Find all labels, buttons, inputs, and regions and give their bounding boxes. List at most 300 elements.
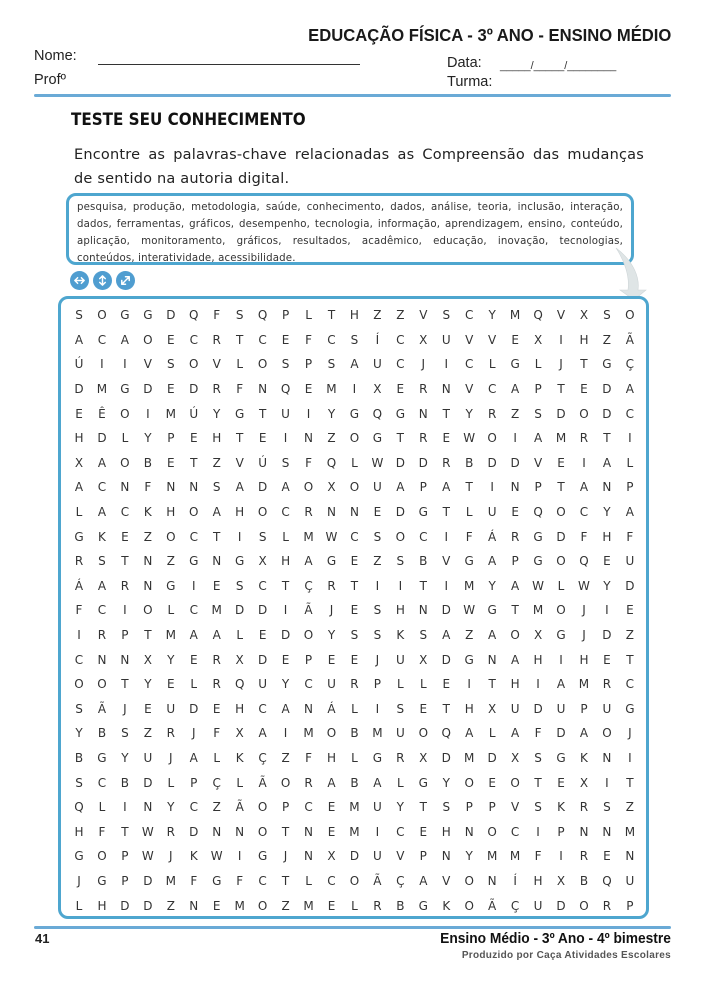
grid-cell[interactable]: L xyxy=(236,775,244,790)
grid-cell[interactable]: L xyxy=(351,455,358,470)
grid-cell[interactable]: P xyxy=(190,775,198,790)
grid-cell[interactable]: Ê xyxy=(98,406,106,421)
grid-cell[interactable]: A xyxy=(281,480,290,495)
grid-cell[interactable]: G xyxy=(533,529,543,544)
grid-cell[interactable]: L xyxy=(397,677,404,692)
grid-cell[interactable]: E xyxy=(327,652,336,667)
grid-cell[interactable]: G xyxy=(487,603,497,618)
grid-cell[interactable]: J xyxy=(77,873,81,888)
grid-cell[interactable]: D xyxy=(97,431,107,446)
grid-cell[interactable]: D xyxy=(258,652,268,667)
grid-cell[interactable]: Á xyxy=(488,529,497,544)
grid-cell[interactable]: O xyxy=(510,628,520,643)
grid-cell[interactable]: X xyxy=(419,332,428,347)
grid-cell[interactable]: D xyxy=(280,628,291,643)
grid-cell[interactable]: A xyxy=(304,554,313,569)
grid-cell[interactable]: E xyxy=(557,455,565,470)
grid-cell[interactable]: Y xyxy=(121,750,129,765)
grid-cell[interactable]: S xyxy=(534,406,542,421)
grid-cell[interactable]: A xyxy=(74,332,84,347)
grid-cell[interactable]: D xyxy=(602,382,612,397)
grid-cell[interactable]: A xyxy=(258,726,267,741)
grid-cell[interactable]: O xyxy=(510,775,520,790)
grid-cell[interactable]: A xyxy=(327,775,336,790)
grid-cell[interactable]: R xyxy=(74,554,84,569)
grid-cell[interactable]: R xyxy=(120,578,130,593)
grid-cell[interactable]: C xyxy=(579,505,589,520)
grid-cell[interactable]: E xyxy=(189,431,198,446)
grid-cell[interactable]: P xyxy=(281,800,290,815)
grid-cell[interactable]: M xyxy=(303,726,314,741)
grid-cell[interactable]: Q xyxy=(533,308,543,323)
grid-cell[interactable]: Y xyxy=(488,308,496,323)
grid-cell[interactable]: W xyxy=(578,578,590,593)
grid-cell[interactable]: B xyxy=(97,726,107,741)
grid-cell[interactable]: U xyxy=(327,677,336,692)
grid-cell[interactable]: S xyxy=(603,800,611,815)
grid-cell[interactable]: P xyxy=(534,480,542,495)
grid-cell[interactable]: D xyxy=(418,455,428,470)
grid-cell[interactable]: O xyxy=(464,898,474,913)
grid-cell[interactable]: S xyxy=(98,554,106,569)
grid-cell[interactable]: P xyxy=(121,873,129,888)
grid-cell[interactable]: D xyxy=(395,455,405,470)
grid-cell[interactable]: Ç xyxy=(396,873,405,888)
grid-cell[interactable]: I xyxy=(536,677,540,692)
grid-cell[interactable]: I xyxy=(444,529,449,544)
grid-cell[interactable]: C xyxy=(189,332,198,347)
grid-cell[interactable]: S xyxy=(442,308,451,323)
grid-cell[interactable]: B xyxy=(143,455,152,470)
grid-cell[interactable]: O xyxy=(418,726,429,741)
grid-cell[interactable]: M xyxy=(234,898,245,913)
grid-cell[interactable]: Z xyxy=(143,726,152,741)
grid-cell[interactable]: H xyxy=(74,431,84,446)
grid-cell[interactable]: N xyxy=(304,824,314,839)
grid-cell[interactable]: Ã xyxy=(488,898,497,913)
grid-cell[interactable]: D xyxy=(143,898,153,913)
grid-cell[interactable]: A xyxy=(511,652,520,667)
grid-cell[interactable]: A xyxy=(579,726,589,741)
grid-cell[interactable]: R xyxy=(212,677,221,692)
grid-cell[interactable]: M xyxy=(532,603,544,618)
grid-cell[interactable]: G xyxy=(372,750,383,765)
grid-cell[interactable]: S xyxy=(396,701,405,716)
grid-cell[interactable]: V xyxy=(442,873,451,888)
grid-cell[interactable]: L xyxy=(351,898,358,913)
grid-cell[interactable]: D xyxy=(120,898,130,913)
grid-cell[interactable]: N xyxy=(602,824,612,839)
grid-cell[interactable]: Q xyxy=(372,406,383,421)
grid-cell[interactable]: Ú xyxy=(258,455,268,470)
grid-cell[interactable]: C xyxy=(97,480,107,495)
grid-cell[interactable]: D xyxy=(235,603,245,618)
grid-cell[interactable]: T xyxy=(557,382,565,397)
grid-cell[interactable]: C xyxy=(258,578,267,593)
grid-cell[interactable]: A xyxy=(373,775,382,790)
grid-cell[interactable]: Y xyxy=(488,578,496,593)
grid-cell[interactable]: C xyxy=(97,775,107,790)
grid-cell[interactable]: X xyxy=(235,726,244,741)
grid-cell[interactable]: Ã xyxy=(373,873,382,888)
grid-cell[interactable]: T xyxy=(121,824,129,839)
grid-cell[interactable]: D xyxy=(556,406,566,421)
grid-cell[interactable]: T xyxy=(419,800,427,815)
grid-cell[interactable]: A xyxy=(74,480,84,495)
grid-cell[interactable]: L xyxy=(190,677,198,692)
grid-cell[interactable]: U xyxy=(533,898,543,913)
grid-cell[interactable]: O xyxy=(97,677,107,692)
grid-cell[interactable]: P xyxy=(121,628,129,643)
grid-cell[interactable]: T xyxy=(626,652,634,667)
grid-cell[interactable]: T xyxy=(580,357,588,372)
grid-cell[interactable]: A xyxy=(419,873,428,888)
grid-cell[interactable]: J xyxy=(628,726,632,741)
grid-cell[interactable]: L xyxy=(213,750,221,765)
grid-cell[interactable]: S xyxy=(235,578,244,593)
grid-cell[interactable]: A xyxy=(465,726,474,741)
grid-cell[interactable]: I xyxy=(191,578,196,593)
grid-cell[interactable]: I xyxy=(283,603,288,618)
grid-cell[interactable]: D xyxy=(143,382,153,397)
grid-cell[interactable]: C xyxy=(487,382,497,397)
grid-cell[interactable]: P xyxy=(534,382,542,397)
grid-cell[interactable]: I xyxy=(146,406,150,421)
grid-cell[interactable]: N xyxy=(487,873,497,888)
grid-cell[interactable]: L xyxy=(488,726,496,741)
grid-cell[interactable]: I xyxy=(398,578,403,593)
grid-cell[interactable]: K xyxy=(442,898,451,913)
grid-cell[interactable]: A xyxy=(189,750,198,765)
grid-cell[interactable]: Á xyxy=(74,578,84,593)
grid-cell[interactable]: P xyxy=(557,824,565,839)
grid-cell[interactable]: F xyxy=(580,529,588,544)
grid-cell[interactable]: G xyxy=(257,849,268,864)
grid-cell[interactable]: Q xyxy=(579,554,589,569)
grid-cell[interactable]: S xyxy=(281,357,290,372)
grid-cell[interactable]: S xyxy=(327,357,336,372)
grid-cell[interactable]: I xyxy=(77,628,81,643)
grid-cell[interactable]: I xyxy=(513,431,517,446)
grid-cell[interactable]: W xyxy=(463,603,476,618)
grid-cell[interactable]: E xyxy=(442,677,451,692)
grid-cell[interactable]: O xyxy=(120,406,130,421)
grid-cell[interactable]: E xyxy=(189,652,198,667)
grid-cell[interactable]: O xyxy=(556,505,566,520)
grid-cell[interactable]: X xyxy=(143,652,152,667)
grid-cell[interactable]: I xyxy=(605,775,609,790)
grid-cell[interactable]: R xyxy=(579,800,589,815)
grid-cell[interactable]: R xyxy=(510,529,520,544)
grid-cell[interactable]: E xyxy=(626,603,634,618)
grid-cell[interactable]: E xyxy=(580,382,588,397)
grid-cell[interactable]: I xyxy=(123,800,127,815)
grid-cell[interactable]: M xyxy=(165,873,176,888)
grid-cell[interactable]: C xyxy=(258,873,267,888)
grid-cell[interactable]: G xyxy=(625,701,635,716)
grid-cell[interactable]: G xyxy=(97,750,107,765)
grid-cell[interactable]: J xyxy=(329,603,334,618)
grid-cell[interactable]: Í xyxy=(375,332,380,347)
grid-cell[interactable]: J xyxy=(421,357,426,372)
grid-cell[interactable]: J xyxy=(123,701,127,716)
grid-cell[interactable]: V xyxy=(533,455,543,470)
grid-cell[interactable]: Ú xyxy=(74,357,84,372)
grid-cell[interactable]: S xyxy=(603,308,611,323)
grid-cell[interactable]: M xyxy=(372,726,383,741)
grid-cell[interactable]: Y xyxy=(327,406,336,421)
grid-cell[interactable]: H xyxy=(349,308,359,323)
grid-cell[interactable]: T xyxy=(350,578,359,593)
grid-cell[interactable]: X xyxy=(74,455,84,470)
grid-cell[interactable]: I xyxy=(628,750,632,765)
grid-cell[interactable]: C xyxy=(189,603,198,618)
grid-cell[interactable]: H xyxy=(281,554,291,569)
grid-cell[interactable]: G xyxy=(120,382,130,397)
grid-cell[interactable]: L xyxy=(351,750,358,765)
grid-cell[interactable]: Z xyxy=(327,431,336,446)
grid-cell[interactable]: D xyxy=(441,603,451,618)
grid-cell[interactable]: L xyxy=(75,505,83,520)
grid-cell[interactable]: P xyxy=(167,431,175,446)
grid-cell[interactable]: D xyxy=(625,578,635,593)
grid-cell[interactable]: G xyxy=(189,554,199,569)
grid-cell[interactable]: I xyxy=(559,849,563,864)
grid-cell[interactable]: C xyxy=(625,406,635,421)
grid-cell[interactable]: C xyxy=(419,529,428,544)
grid-cell[interactable]: E xyxy=(603,849,611,864)
grid-cell[interactable]: J xyxy=(191,726,196,741)
grid-cell[interactable]: O xyxy=(97,308,107,323)
grid-cell[interactable]: G xyxy=(418,505,428,520)
grid-cell[interactable]: O xyxy=(120,455,130,470)
date-field[interactable]: _____/_____/________ xyxy=(500,60,617,72)
grid-cell[interactable]: Y xyxy=(167,652,175,667)
grid-cell[interactable]: I xyxy=(375,578,380,593)
grid-cell[interactable]: Y xyxy=(167,800,175,815)
grid-cell[interactable]: M xyxy=(509,849,521,864)
grid-cell[interactable]: B xyxy=(350,726,359,741)
grid-cell[interactable]: A xyxy=(511,578,520,593)
grid-cell[interactable]: A xyxy=(189,628,198,643)
grid-cell[interactable]: F xyxy=(305,750,312,765)
grid-cell[interactable]: S xyxy=(167,357,175,372)
grid-cell[interactable]: X xyxy=(488,701,497,716)
grid-cell[interactable]: P xyxy=(511,554,519,569)
grid-cell[interactable]: E xyxy=(121,529,129,544)
grid-cell[interactable]: R xyxy=(350,677,359,692)
grid-cell[interactable]: E xyxy=(212,701,221,716)
grid-cell[interactable]: O xyxy=(556,554,566,569)
grid-cell[interactable]: J xyxy=(169,849,173,864)
grid-cell[interactable]: Y xyxy=(396,800,405,815)
grid-cell[interactable]: T xyxy=(511,603,519,618)
grid-cell[interactable]: O xyxy=(625,308,635,323)
grid-cell[interactable]: I xyxy=(536,824,540,839)
grid-cell[interactable]: Q xyxy=(257,308,268,323)
grid-cell[interactable]: V xyxy=(212,357,221,372)
grid-cell[interactable]: V xyxy=(511,800,520,815)
grid-cell[interactable]: N xyxy=(510,480,520,495)
grid-cell[interactable]: E xyxy=(281,332,290,347)
grid-cell[interactable]: F xyxy=(98,824,106,839)
grid-cell[interactable]: D xyxy=(602,628,612,643)
grid-cell[interactable]: Z xyxy=(212,800,221,815)
grid-cell[interactable]: I xyxy=(123,603,127,618)
grid-cell[interactable]: T xyxy=(396,431,405,446)
grid-cell[interactable]: P xyxy=(580,701,588,716)
grid-cell[interactable]: E xyxy=(350,554,359,569)
grid-cell[interactable]: D xyxy=(349,849,360,864)
grid-cell[interactable]: G xyxy=(395,406,405,421)
grid-cell[interactable]: L xyxy=(305,308,312,323)
grid-cell[interactable]: Ã xyxy=(235,800,244,815)
grid-cell[interactable]: G xyxy=(510,357,520,372)
grid-cell[interactable]: N xyxy=(625,849,635,864)
grid-cell[interactable]: K xyxy=(557,800,565,815)
grid-cell[interactable]: F xyxy=(213,308,221,323)
grid-cell[interactable]: O xyxy=(257,824,268,839)
grid-cell[interactable]: C xyxy=(258,701,267,716)
grid-cell[interactable]: H xyxy=(235,701,245,716)
grid-cell[interactable]: K xyxy=(396,628,405,643)
grid-cell[interactable]: P xyxy=(304,652,313,667)
grid-cell[interactable]: O xyxy=(74,677,84,692)
grid-cell[interactable]: N xyxy=(418,603,428,618)
grid-cell[interactable]: F xyxy=(626,529,634,544)
grid-cell[interactable]: F xyxy=(236,873,244,888)
grid-cell[interactable]: I xyxy=(283,431,288,446)
grid-cell[interactable]: C xyxy=(120,505,130,520)
grid-cell[interactable]: Q xyxy=(74,800,84,815)
grid-cell[interactable]: I xyxy=(444,578,449,593)
grid-cell[interactable]: L xyxy=(98,800,106,815)
grid-cell[interactable]: X xyxy=(510,750,520,765)
grid-cell[interactable]: D xyxy=(441,652,451,667)
grid-cell[interactable]: I xyxy=(559,332,563,347)
grid-cell[interactable]: K xyxy=(580,750,588,765)
grid-cell[interactable]: A xyxy=(488,554,497,569)
grid-cell[interactable]: Ã xyxy=(97,701,107,716)
grid-cell[interactable]: Z xyxy=(373,308,382,323)
grid-cell[interactable]: Q xyxy=(326,455,337,470)
grid-cell[interactable]: W xyxy=(371,455,384,470)
grid-cell[interactable]: J xyxy=(582,603,586,618)
grid-cell[interactable]: S xyxy=(75,775,83,790)
grid-cell[interactable]: O xyxy=(166,529,176,544)
grid-cell[interactable]: N xyxy=(166,480,176,495)
grid-cell[interactable]: H xyxy=(602,529,612,544)
grid-cell[interactable]: M xyxy=(509,308,521,323)
grid-cell[interactable]: A xyxy=(97,578,107,593)
grid-cell[interactable]: X xyxy=(258,554,267,569)
grid-cell[interactable]: C xyxy=(625,677,635,692)
grid-cell[interactable]: N xyxy=(304,701,314,716)
grid-cell[interactable]: P xyxy=(281,308,290,323)
grid-cell[interactable]: N xyxy=(189,480,199,495)
grid-cell[interactable]: C xyxy=(281,505,290,520)
grid-cell[interactable]: X xyxy=(579,308,589,323)
grid-cell[interactable]: S xyxy=(373,529,382,544)
grid-cell[interactable]: Y xyxy=(442,775,450,790)
grid-cell[interactable]: S xyxy=(373,603,382,618)
grid-cell[interactable]: D xyxy=(189,382,199,397)
grid-cell[interactable]: V xyxy=(442,554,451,569)
grid-cell[interactable]: E xyxy=(419,824,428,839)
grid-cell[interactable]: S xyxy=(419,628,428,643)
grid-cell[interactable]: S xyxy=(534,750,542,765)
grid-cell[interactable]: D xyxy=(143,775,153,790)
grid-cell[interactable]: D xyxy=(533,701,543,716)
grid-cell[interactable]: T xyxy=(488,677,496,692)
grid-cell[interactable]: G xyxy=(326,554,337,569)
grid-cell[interactable]: P xyxy=(419,849,427,864)
grid-cell[interactable]: M xyxy=(326,382,337,397)
grid-cell[interactable]: A xyxy=(602,455,612,470)
grid-cell[interactable]: A xyxy=(97,505,107,520)
grid-cell[interactable]: T xyxy=(190,455,198,470)
grid-cell[interactable]: R xyxy=(166,824,175,839)
grid-cell[interactable]: I xyxy=(467,677,471,692)
grid-cell[interactable]: E xyxy=(281,652,290,667)
grid-cell[interactable]: T xyxy=(236,332,244,347)
grid-cell[interactable]: X xyxy=(373,382,382,397)
grid-cell[interactable]: N xyxy=(143,800,153,815)
grid-cell[interactable]: X xyxy=(556,873,566,888)
grid-cell[interactable]: T xyxy=(121,554,129,569)
grid-cell[interactable]: N xyxy=(212,824,222,839)
grid-cell[interactable]: Z xyxy=(625,628,634,643)
grid-cell[interactable]: N xyxy=(235,824,245,839)
grid-cell[interactable]: U xyxy=(395,726,405,741)
grid-cell[interactable]: N xyxy=(304,849,314,864)
grid-cell[interactable]: R xyxy=(304,775,313,790)
grid-cell[interactable]: S xyxy=(442,800,451,815)
grid-cell[interactable]: A xyxy=(120,332,130,347)
grid-cell[interactable]: S xyxy=(121,726,129,741)
grid-cell[interactable]: Z xyxy=(166,898,175,913)
grid-cell[interactable]: E xyxy=(75,406,83,421)
grid-cell[interactable]: M xyxy=(303,898,314,913)
grid-cell[interactable]: Ç xyxy=(258,750,267,765)
grid-cell[interactable]: U xyxy=(281,406,290,421)
grid-cell[interactable]: C xyxy=(396,332,405,347)
grid-cell[interactable]: O xyxy=(303,480,314,495)
grid-cell[interactable]: G xyxy=(212,873,222,888)
grid-cell[interactable]: A xyxy=(625,505,634,520)
grid-cell[interactable]: D xyxy=(189,824,199,839)
grid-cell[interactable]: I xyxy=(352,382,357,397)
grid-cell[interactable]: R xyxy=(602,677,612,692)
grid-cell[interactable]: L xyxy=(236,628,244,643)
grid-cell[interactable]: I xyxy=(375,701,380,716)
grid-cell[interactable]: D xyxy=(395,505,405,520)
grid-cell[interactable]: Y xyxy=(327,628,336,643)
grid-cell[interactable]: Ç xyxy=(510,898,520,913)
grid-cell[interactable]: G xyxy=(235,406,245,421)
grid-cell[interactable]: H xyxy=(441,824,451,839)
grid-cell[interactable]: V xyxy=(419,308,428,323)
grid-cell[interactable]: C xyxy=(74,652,84,667)
grid-cell[interactable]: W xyxy=(141,824,154,839)
grid-cell[interactable]: D xyxy=(556,529,566,544)
grid-cell[interactable]: V xyxy=(488,332,497,347)
grid-cell[interactable]: E xyxy=(511,332,519,347)
grid-cell[interactable]: R xyxy=(419,382,428,397)
grid-cell[interactable]: E xyxy=(350,603,359,618)
grid-cell[interactable]: T xyxy=(557,480,565,495)
grid-cell[interactable]: T xyxy=(281,578,290,593)
